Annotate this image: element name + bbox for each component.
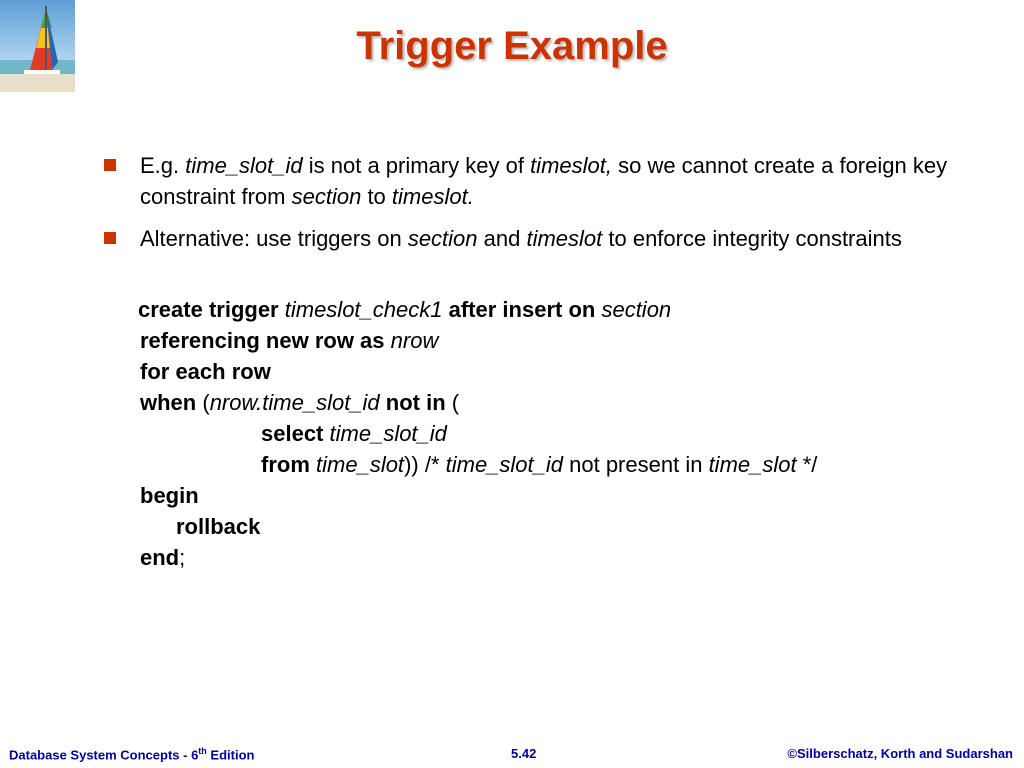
- italic-term: section: [407, 226, 478, 251]
- sql-keyword: when: [140, 390, 197, 415]
- code-text: (: [445, 390, 460, 415]
- code-text: (: [196, 390, 210, 415]
- code-text: )) /*: [404, 452, 446, 477]
- code-line: [176, 511, 260, 542]
- footer-copyright: ©Silberschatz, Korth and Sudarshan: [787, 746, 1013, 761]
- square-bullet-icon: [104, 232, 116, 244]
- slide-footer: [0, 738, 1024, 768]
- code-line: [140, 325, 438, 356]
- sql-keyword: from: [261, 452, 310, 477]
- text-run: is not a primary key of: [302, 153, 531, 178]
- sql-identifier: time_slot_id: [445, 452, 564, 477]
- italic-term: timeslot,: [530, 153, 612, 178]
- sql-identifier: section: [601, 297, 672, 322]
- code-line: [140, 356, 271, 387]
- text-run: and: [477, 226, 527, 251]
- footer-book-title: Database System Concepts - 6th Edition: [9, 746, 255, 763]
- text-run: E.g.: [140, 153, 186, 178]
- sql-keyword: referencing new row as: [140, 328, 385, 353]
- bullet-item: [104, 223, 984, 254]
- sql-identifier: time_slot_id: [329, 421, 447, 446]
- square-bullet-icon: [104, 159, 116, 171]
- bullet-item: [104, 150, 984, 212]
- sql-keyword: create trigger: [138, 297, 279, 322]
- sql-identifier: nrow: [390, 328, 439, 353]
- code-line: [261, 449, 817, 480]
- code-line: [140, 480, 199, 511]
- italic-term: timeslot: [526, 226, 603, 251]
- code-text: */: [796, 452, 818, 477]
- bullet-list: [104, 150, 984, 265]
- code-line: [261, 418, 447, 449]
- footer-page-number: 5.42: [511, 746, 537, 761]
- code-line: [140, 542, 185, 573]
- sql-identifier: time_slot: [708, 452, 797, 477]
- sql-keyword: end: [140, 545, 180, 570]
- code-line: [138, 294, 671, 325]
- sql-keyword: for each row: [140, 359, 271, 384]
- code-line: [140, 387, 459, 418]
- sql-identifier: time_slot: [316, 452, 405, 477]
- text-run: Alternative: use triggers on: [140, 226, 408, 251]
- sql-keyword: not in: [385, 390, 446, 415]
- sql-keyword: begin: [140, 483, 199, 508]
- sql-identifier: timeslot_check1: [284, 297, 443, 322]
- italic-term: section: [291, 184, 362, 209]
- sql-identifier: nrow.time_slot_id: [209, 390, 380, 415]
- sql-keyword: after insert on: [448, 297, 596, 322]
- text-run: to: [361, 184, 392, 209]
- sql-keyword: select: [261, 421, 324, 446]
- code-text: not present in: [563, 452, 709, 477]
- italic-term: timeslot.: [391, 184, 474, 209]
- text-run: so we cannot create a foreign key constraint from: [140, 153, 948, 209]
- text-run: to enforce integrity constraints: [602, 226, 902, 251]
- italic-term: time_slot_id: [185, 153, 303, 178]
- bullet-text: [140, 226, 902, 251]
- code-text: ;: [179, 545, 186, 570]
- bullet-text: [140, 153, 947, 209]
- slide-title: Trigger Example: [356, 24, 668, 68]
- sql-keyword: rollback: [176, 514, 261, 539]
